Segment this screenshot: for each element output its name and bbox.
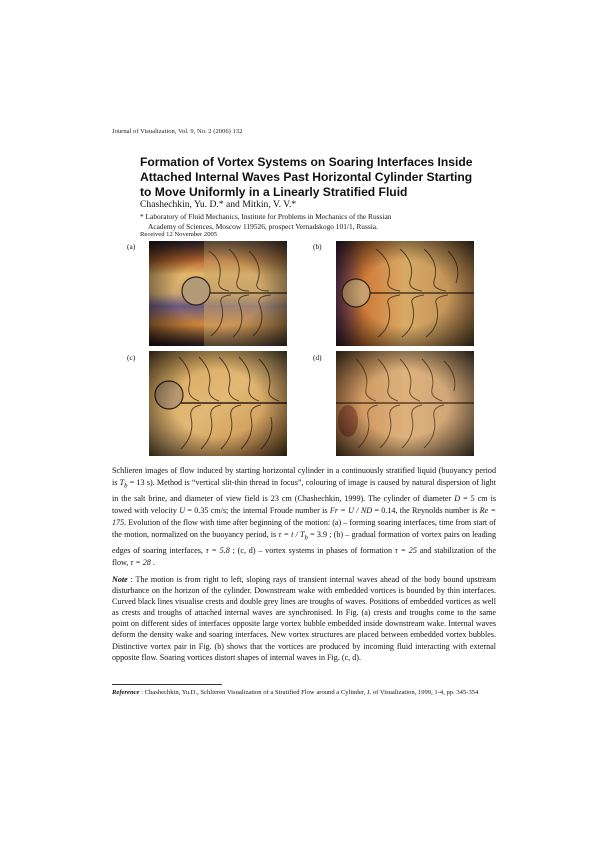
affiliation-line-1: * Laboratory of Fluid Mechanics, Institute for Problems in Mechanics of the Russian (140, 212, 392, 221)
running-head: Journal of Visualization, Vol. 9, No. 2 (2006) 132 (112, 128, 243, 135)
caption-text: ; (c, d) – vortex systems in phases of formation (229, 545, 395, 555)
math-tau-c: τ = 25 (394, 545, 417, 555)
figure-caption (112, 465, 496, 569)
math-velocity: U (179, 505, 186, 515)
math-subscript: b (304, 534, 308, 542)
caption-text: . Evolution of the flow with time after beginning of the motion: (a) – forming soaring interfaces, time from start of the motion, normalized on the buoyancy period, is (112, 517, 496, 540)
math-value: = 3.9 (307, 530, 328, 540)
math-diameter: D (454, 493, 461, 503)
article-title: Formation of Vortex Systems on Soaring Interfaces Inside Attached Internal Waves Past Horizontal Cylinder Starting to Move Uniformly in a Linearly Stratified Fluid (140, 155, 473, 199)
note-label: Note (112, 575, 128, 584)
note-paragraph (112, 574, 496, 663)
math-tau-b: τ = 5.8 (205, 545, 230, 555)
math-value: = 5 cm is towed with velocity (112, 493, 496, 515)
math-value: = 0.14, the Reynolds number is (372, 505, 480, 515)
schlieren-image-b (336, 241, 474, 346)
caption-text: and stabilization of the flow, (112, 545, 496, 567)
reference-text: : Chashechkin, Yu.D., Schlieren Visualization of a Stratified Flow around a Cylinder, J. of Visualization, 1999, 1-4, pp. 345-354 (139, 689, 479, 696)
panel-label-c: (c) (127, 353, 136, 362)
affiliation-line-2: Academy of Sciences, Moscow 119526, prospect Vernadskogo 101/1, Russia. (148, 222, 378, 231)
schlieren-image-c (149, 351, 287, 456)
panel-label-d: (d) (313, 353, 322, 362)
math-value: = 13 s (127, 478, 150, 488)
schlieren-image-d (336, 351, 474, 456)
reference-divider (112, 684, 222, 685)
affiliation (140, 212, 480, 232)
math-froude: Fr = U / ND (329, 505, 373, 515)
math-tau-a: τ = t / T (278, 530, 305, 540)
caption-text: ; (b) – gradual formation of vortex pairs on leading edges of soaring interfaces, (112, 530, 496, 555)
panel-label-a: (a) (127, 242, 136, 251)
math-value: = 0.35 cm/s; the internal Froude number is (185, 505, 330, 515)
authors: Chashechkin, Yu. D.* and Mitkin, V. V.* (140, 199, 297, 210)
panel-label-b: (b) (313, 242, 322, 251)
caption-text: . (150, 557, 155, 567)
math-subscript: b (124, 482, 128, 490)
reference (112, 688, 496, 698)
caption-text: ). Method is “vertical slit-thin thread in focus”, colouring of image is caused by natural dispersion of light in the salt brine, and diameter of view field is 23 cm (Chashechkin, 1999). The cylinder of diameter (112, 478, 496, 503)
math-buoyancy-period: T (119, 478, 125, 488)
math-tau-d: τ = 28 (130, 557, 151, 567)
schlieren-image-a (149, 241, 287, 346)
received-date: Received 12 November 2005 (140, 231, 218, 238)
note-text: : The motion is from right to left, sloping rays of transient internal waves ahead of the body bound upstream disturbance on the horizon of the cylinder. Downstream wake with embedded vortices is bounded by thin interfaces. Curved black lines visualise crests and double grey lines are troughs of waves. Positions of embedded vortices as well as crests and troughs of attached internal waves are synchronised. In Fig. (a) crests and troughs come to the same point on different sides of interfaces opposite large vortex bubble embedded inside downstream wake. Internal waves deform the density wake and soaring interfaces. New vortex structures are placed between embedded vortex bubbles. Distinctive vortex pair in Fig. (b) shows that the vortices are produced by incoming fluid interacting with external opposite flow. Soaring vortices distort shapes of internal waves in Fig. (c, d). (112, 575, 496, 662)
math-reynolds: Re = 175 (112, 505, 496, 527)
caption-text: Schlieren images of flow induced by starting horizontal cylinder in a continuously stratified liquid (buoyancy period is (112, 466, 496, 488)
reference-label: Reference (112, 689, 140, 696)
